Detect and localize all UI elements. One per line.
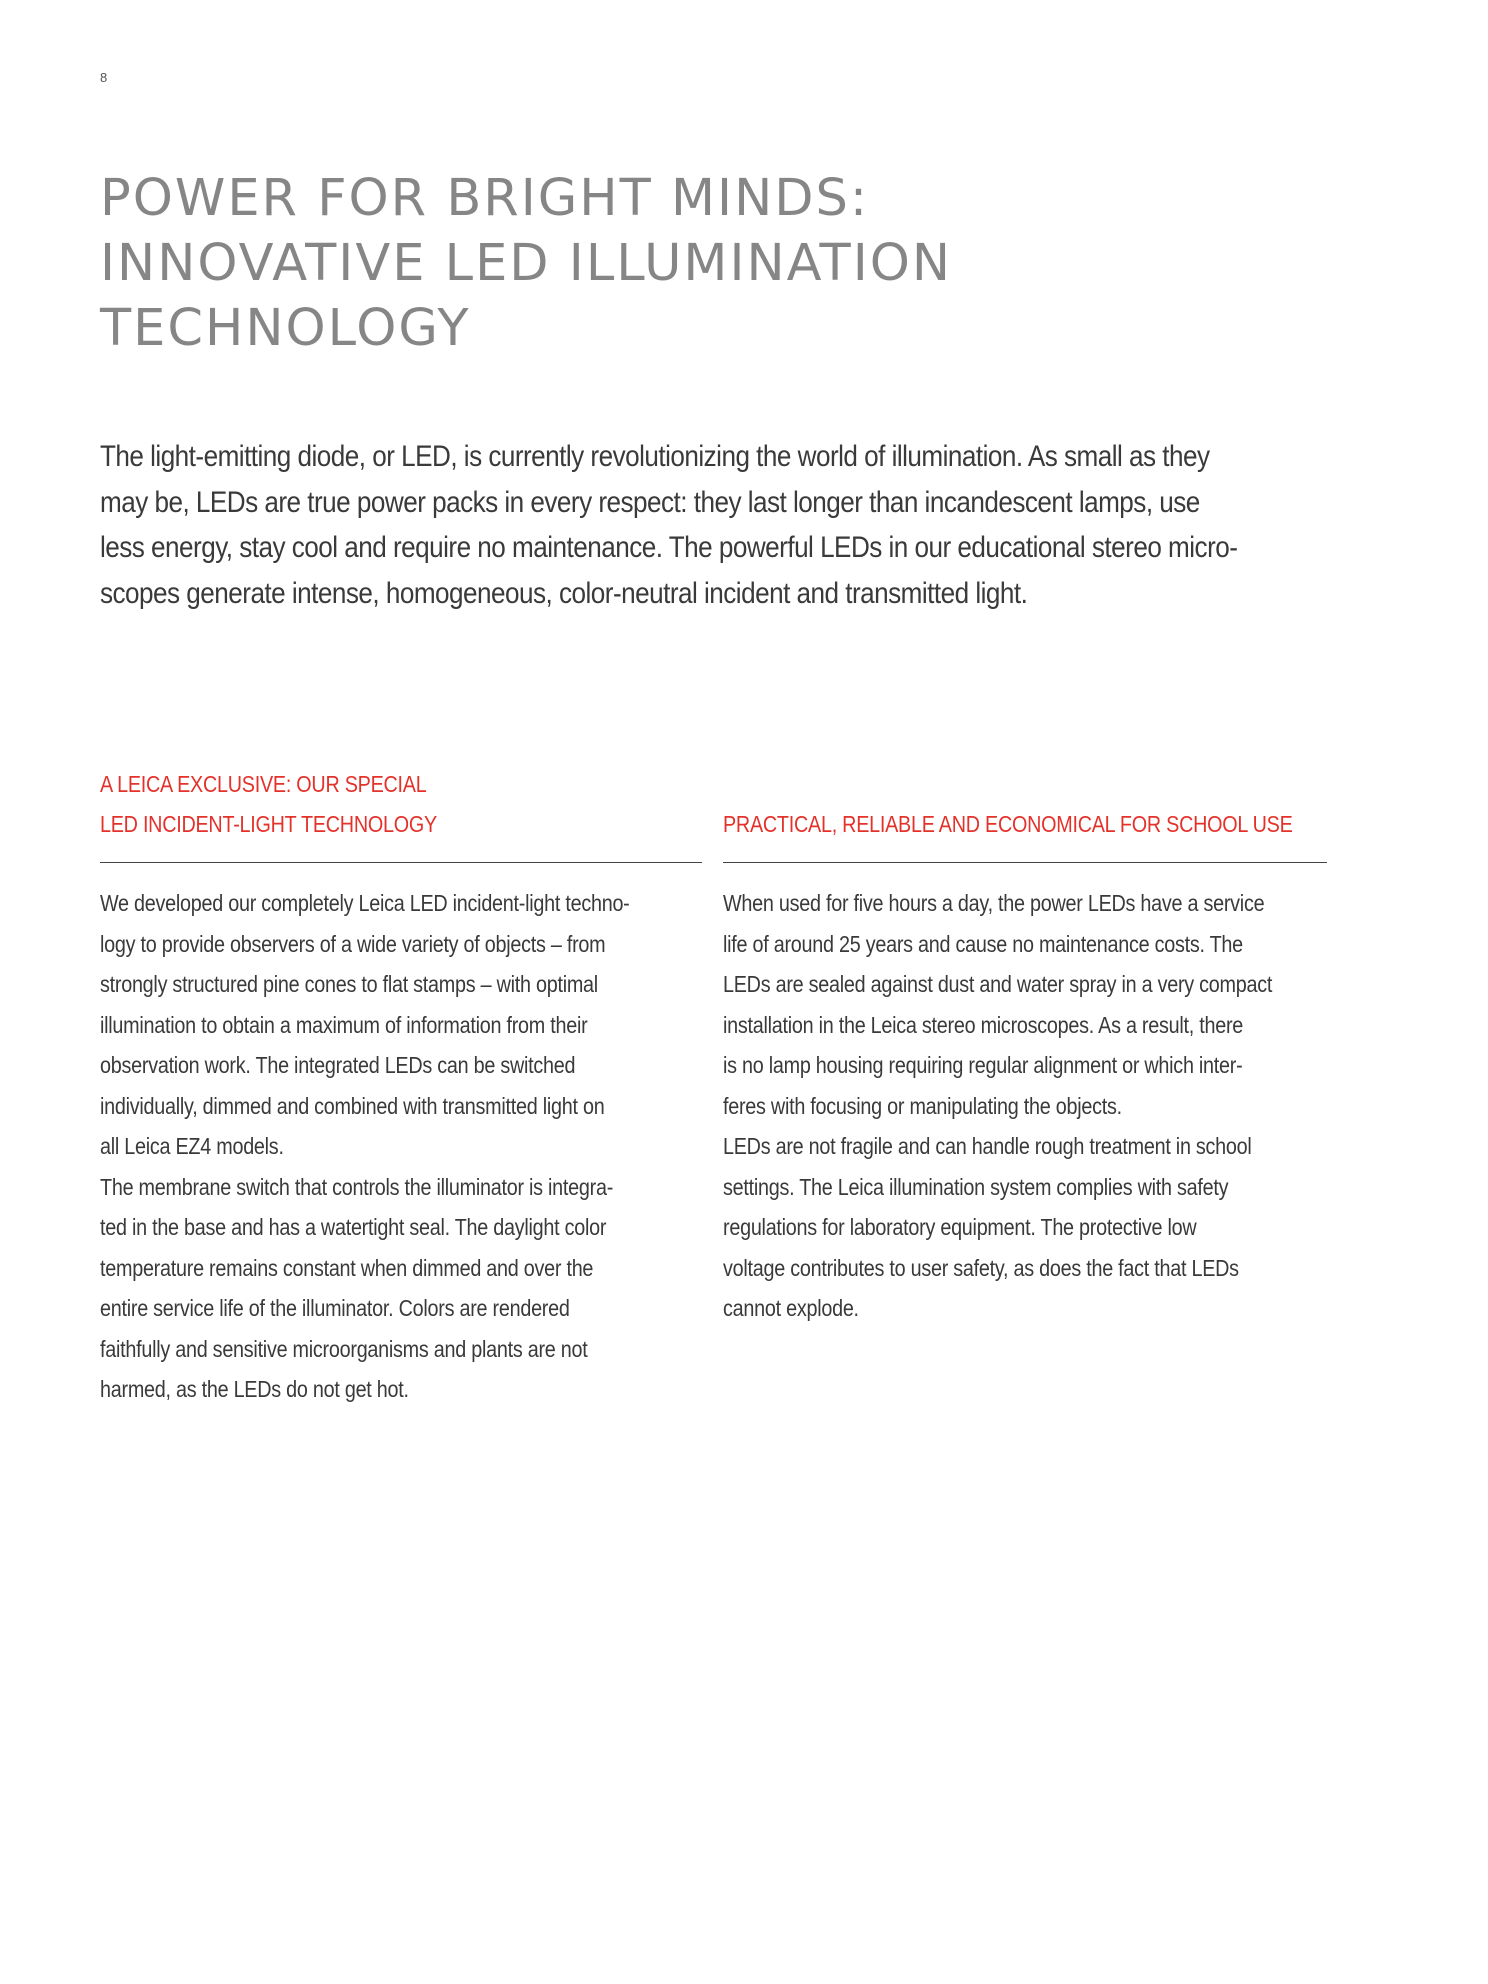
page-number: 8 — [100, 70, 108, 85]
intro-line: scopes generate intense, homogeneous, color-neutral incident and transmitted light. — [100, 576, 1028, 610]
body-line: is no lamp housing requiring regular alignment or which inter- — [723, 1052, 1243, 1078]
body-line: voltage contributes to user safety, as does the fact that LEDs — [723, 1254, 1239, 1281]
right-column-body — [723, 883, 1325, 1329]
section-divider — [100, 862, 702, 863]
section-divider — [723, 862, 1327, 863]
body-line: cannot explode. — [723, 1295, 859, 1321]
body-line: When used for five hours a day, the power LEDs have a service — [723, 890, 1265, 916]
body-line: entire service life of the illuminator. Colors are rendered — [100, 1295, 570, 1321]
body-line: installation in the Leica stereo microscopes. As a result, there — [723, 1011, 1244, 1038]
body-line: strongly structured pine cones to flat stamps – with optimal — [100, 971, 598, 997]
body-line: regulations for laboratory equipment. The protective low — [723, 1214, 1197, 1240]
body-line: illumination to obtain a maximum of information from their — [100, 1011, 588, 1038]
body-line: life of around 25 years and cause no maintenance costs. The — [723, 930, 1243, 957]
body-line: We developed our completely Leica LED incident-light techno- — [100, 890, 630, 916]
heading-line: A LEICA EXCLUSIVE: OUR SPECIAL — [100, 771, 427, 797]
body-line: observation work. The integrated LEDs can be switched — [100, 1052, 576, 1078]
intro-line: The light-emitting diode, or LED, is currently revolutionizing the world of illumination. As small as they — [100, 440, 1210, 473]
body-line: temperature remains constant when dimmed and over the — [100, 1254, 594, 1281]
body-line: LEDs are sealed against dust and water spray in a very compact — [723, 971, 1273, 997]
left-column-body — [100, 883, 702, 1410]
body-line: logy to provide observers of a wide variety of objects – from — [100, 930, 606, 957]
intro-line: may be, LEDs are true power packs in every respect: they last longer than incandescent lamps, use — [100, 485, 1200, 519]
body-line: feres with focusing or manipulating the objects. — [723, 1092, 1122, 1119]
body-line: ted in the base and has a watertight seal. The daylight color — [100, 1214, 607, 1240]
page-title-line: POWER FOR BRIGHT MINDS: — [100, 169, 870, 228]
right-column-heading — [723, 760, 1327, 844]
body-line: harmed, as the LEDs do not get hot. — [100, 1376, 409, 1402]
body-line: individually, dimmed and combined with transmitted light on — [100, 1092, 605, 1119]
body-line: settings. The Leica illumination system complies with safety — [723, 1173, 1229, 1200]
body-line: all Leica EZ4 models. — [100, 1133, 284, 1159]
left-column — [100, 760, 702, 1410]
body-line: LEDs are not fragile and can handle rough treatment in school — [723, 1133, 1252, 1159]
heading-line: LED INCIDENT-LIGHT TECHNOLOGY — [100, 811, 437, 837]
page-title-line: TECHNOLOGY — [100, 299, 471, 358]
heading-line: PRACTICAL, RELIABLE AND ECONOMICAL FOR SCHOOL USE — [723, 811, 1293, 837]
page-title-line: INNOVATIVE LED ILLUMINATION — [100, 234, 953, 293]
body-line: The membrane switch that controls the illuminator is integra- — [100, 1173, 614, 1200]
intro-paragraph — [100, 434, 1238, 616]
right-column — [723, 760, 1327, 1329]
page-title — [100, 166, 1300, 361]
left-column-heading — [100, 760, 702, 844]
body-line: faithfully and sensitive microorganisms and plants are not — [100, 1335, 588, 1362]
intro-line: less energy, stay cool and require no maintenance. The powerful LEDs in our educational stereo micro- — [100, 531, 1238, 564]
